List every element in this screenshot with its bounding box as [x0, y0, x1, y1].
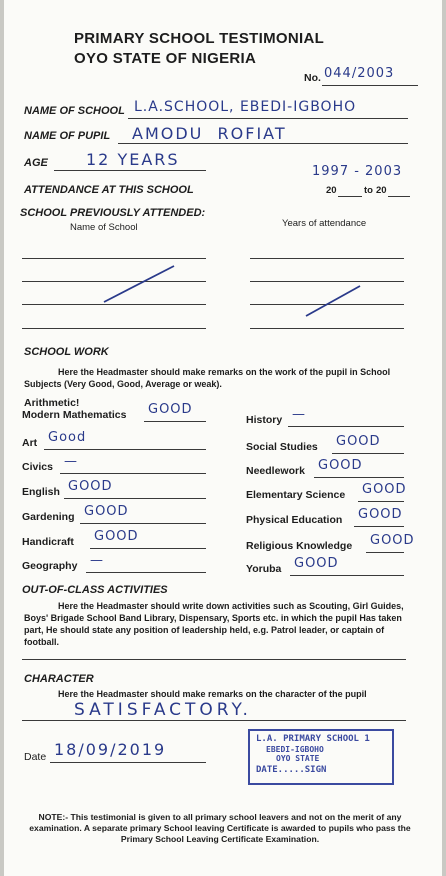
left-subject-label-3: English [22, 486, 60, 498]
left-subject-line-3 [64, 498, 206, 499]
left-subject-label-4: Gardening [22, 511, 75, 523]
left-subject-label-5: Handicraft [22, 536, 74, 548]
right-subject-remark-1: GOOD [336, 434, 381, 449]
right-subject-label-4: Physical Education [246, 514, 343, 526]
to-year-line [388, 196, 410, 197]
previous-years-slash [300, 282, 370, 322]
left-subject-line-6 [86, 572, 206, 573]
right-subject-label-5: Religious Knowledge [246, 540, 353, 552]
prev-line-1b [250, 258, 404, 259]
serial-no-line [322, 85, 418, 86]
school-work-instruction: Here the Headmaster should make remarks on the work of the pupil in School Subjects (Very Good, Good, Average or weak). [24, 367, 391, 389]
activities-instruction: Here the Headmaster should write down activities such as Scouting, Girl Guides, Boys' Brigade School Band Library, Dispensary, Sports etc. in which the pupil Has taken part, He should state any position of leadership held, e.g. Patrol leader, or captain of football. [24, 601, 404, 647]
activities-line [22, 659, 406, 660]
right-subject-label-6: Yoruba [246, 563, 282, 575]
stamp-line-2: EBEDI-IGBOHO [266, 745, 324, 754]
school-stamp [248, 729, 394, 785]
stamp-date-sign: DATE.....SIGN [256, 765, 327, 775]
attendance-years-value: 1997 - 2003 [312, 164, 403, 179]
pupil-name-label: NAME OF PUPIL [24, 130, 111, 142]
stamp-line-3: OYO STATE [276, 754, 320, 763]
left-subject-label-1: Art [22, 437, 38, 449]
school-name-label: NAME OF SCHOOL [24, 105, 125, 117]
character-line [22, 720, 406, 721]
right-subject-remark-5: GOOD [370, 533, 415, 548]
previous-school-slash [100, 262, 180, 306]
right-subject-remark-3: GOOD [362, 482, 407, 497]
right-subject-label-1: Social Studies [246, 441, 318, 453]
right-subject-remark-2: GOOD [318, 458, 363, 473]
paper-right-edge [442, 0, 446, 876]
right-subject-label-3: Elementary Science [246, 489, 346, 501]
left-subject-remark-4: GOOD [84, 504, 129, 519]
character-heading: CHARACTER [24, 673, 94, 685]
previous-school-heading: SCHOOL PREVIOUSLY ATTENDED: [20, 207, 206, 219]
pupil-name-line [118, 143, 408, 144]
to-word: to [364, 185, 373, 196]
right-subject-line-4 [354, 526, 404, 527]
school-name-line [128, 118, 408, 119]
arithmetic-label: Arithmetic! [24, 397, 80, 409]
age-label: AGE [24, 157, 48, 169]
left-subject-remark-2: — [64, 454, 78, 469]
date-line [50, 762, 206, 763]
serial-no-value: 044/2003 [324, 66, 395, 81]
serial-no-label: No. [304, 72, 321, 84]
from-year-prefix: 20 [326, 185, 337, 196]
right-subject-line-2 [314, 477, 404, 478]
from-year-line [338, 196, 362, 197]
left-subject-label-2: Civics [22, 461, 53, 473]
right-subject-line-6 [290, 575, 404, 576]
pupil-name-value: AMODU ROFIAT [132, 124, 287, 143]
date-value: 18/09/2019 [54, 740, 167, 759]
footer-note: NOTE:- This testimonial is given to all primary school leavers and not on the merit of any examination. A separate primary School leaving Certificate is awarded to pupils who pass the Primary School Leaving Certificate Examination. [29, 812, 411, 844]
right-subject-label-2: Needlework [246, 465, 305, 477]
left-subject-line-0 [144, 421, 206, 422]
right-subject-remark-6: GOOD [294, 556, 339, 571]
left-subject-remark-0: GOOD [148, 402, 193, 417]
left-subject-remark-5: GOOD [94, 529, 139, 544]
attendance-label: ATTENDANCE AT THIS SCHOOL [24, 184, 194, 196]
date-label: Date [24, 751, 47, 763]
previous-school-col-name: Name of School [70, 222, 138, 233]
left-subject-remark-1: Good [48, 430, 87, 445]
activities-heading: OUT-OF-CLASS ACTIVITIES [22, 584, 168, 596]
right-subject-line-0 [288, 426, 404, 427]
left-subject-line-1 [44, 449, 206, 450]
previous-school-col-years: Years of attendance [282, 218, 367, 229]
document-subtitle: OYO STATE OF NIGERIA [74, 50, 257, 67]
left-subject-line-4 [80, 523, 206, 524]
left-subject-label-0: Modern Mathematics [22, 409, 127, 421]
right-subject-line-3 [358, 501, 404, 502]
stamp-line-1: L.A. PRIMARY SCHOOL 1 [256, 734, 370, 744]
character-remark: SATISFACTORY. [74, 700, 252, 720]
school-name-value: L.A.SCHOOL, EBEDI-IGBOHO [134, 99, 357, 115]
paper-left-edge [0, 0, 4, 876]
character-instruction: Here the Headmaster should make remarks on the character of the pupil [58, 689, 367, 699]
right-subject-remark-0: — [292, 407, 306, 422]
age-line [54, 170, 206, 171]
left-subject-line-2 [60, 473, 206, 474]
to-year-prefix: 20 [376, 185, 387, 196]
age-value: 12 YEARS [86, 150, 180, 169]
left-subject-remark-3: GOOD [68, 479, 113, 494]
right-subject-label-0: History [246, 414, 283, 426]
prev-line-4b [250, 328, 404, 329]
left-subject-remark-6: — [90, 553, 104, 568]
school-work-heading: SCHOOL WORK [24, 346, 109, 358]
left-subject-line-5 [90, 548, 206, 549]
right-subject-line-1 [332, 453, 404, 454]
document-title: PRIMARY SCHOOL TESTIMONIAL [74, 30, 325, 47]
prev-line-1a [22, 258, 206, 259]
left-subject-label-6: Geography [22, 560, 78, 572]
right-subject-line-5 [366, 552, 404, 553]
right-subject-remark-4: GOOD [358, 507, 403, 522]
prev-line-4a [22, 328, 206, 329]
